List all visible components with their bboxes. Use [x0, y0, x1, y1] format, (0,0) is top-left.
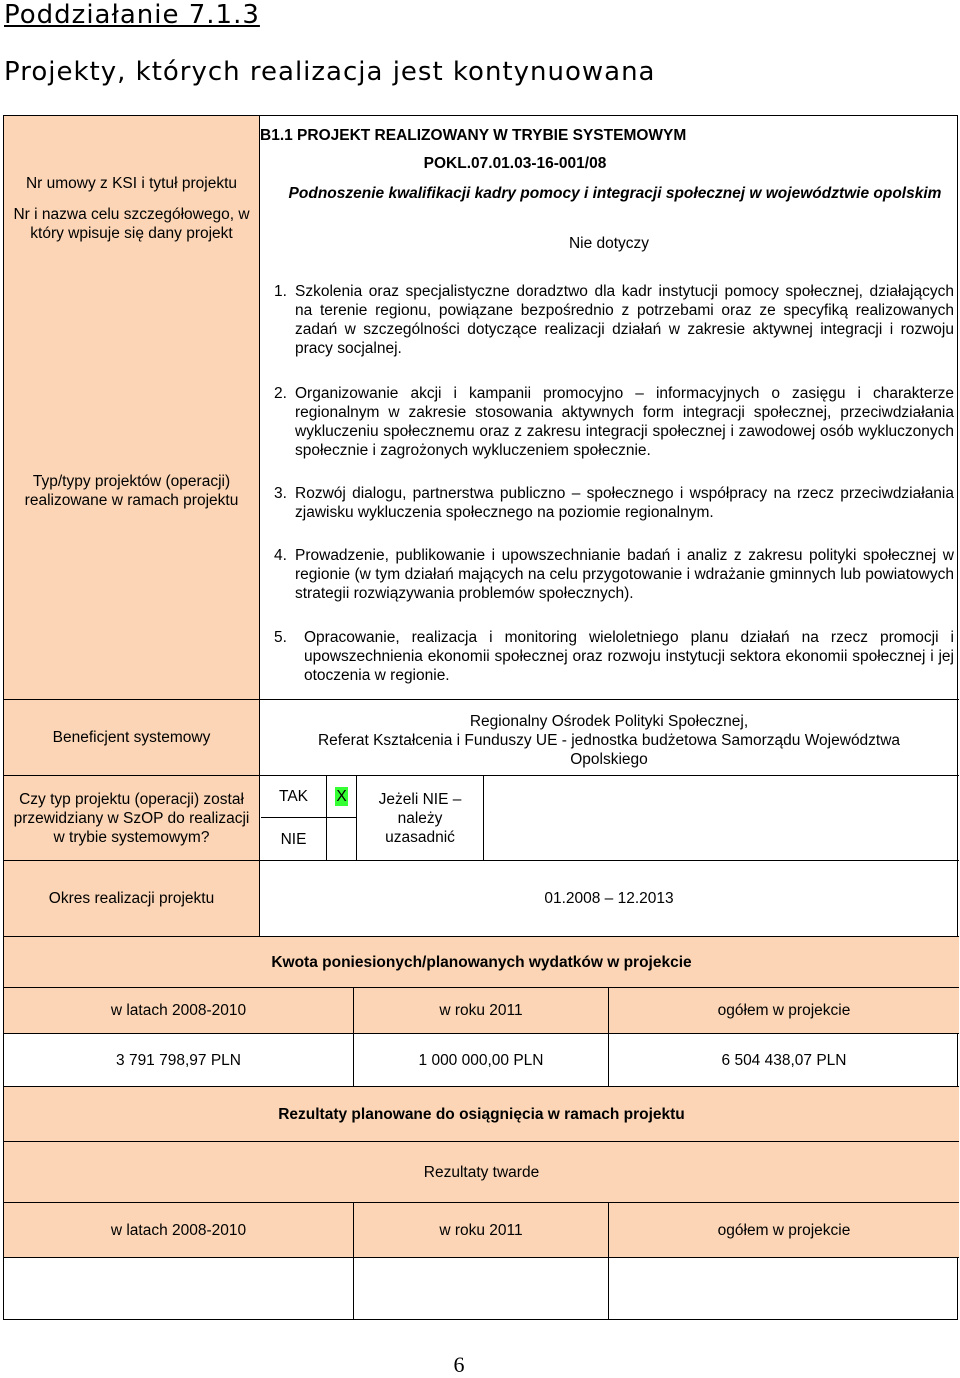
expenses-value-2: 1 000 000,00 PLN — [354, 1034, 609, 1086]
page-number: 6 — [453, 1352, 465, 1377]
option-yes-checkbox[interactable] — [327, 776, 357, 818]
label-systemic-question: Czy typ projektu (operacji) został przewidziany w SzOP do realizacji w trybie systemowym? — [4, 776, 260, 860]
option-no-label: NIE — [261, 818, 327, 860]
type-item-3: 3. Rozwój dialogu, partnerstwa publiczno – społecznego i współpracy na rzecz przeciwdziałania zjawisku wykluczenia społecznego na poziomie regionalnym. — [274, 485, 954, 521]
results-value-1[interactable] — [4, 1258, 354, 1319]
type-item-2: 2. Organizowanie akcji i kampanii promocyjno – informacyjnych o zasięgu i charakterze regionalnym w zakresie stosowania aktywnych form integracji społecznej, przeciwdziałania wykluczeniu społecznemu oraz z zakresu integracji społecznej i zawodowej osób wykluczonych społecznie i zagrożonych wykluczeniem społecznie. — [274, 385, 954, 459]
page-heading: Projekty, których realizacja jest kontynuowana — [4, 57, 656, 87]
subsection-title: Poddziałanie 7.1.3 — [4, 0, 260, 30]
check-mark-icon: X — [336, 788, 347, 805]
justify-value[interactable] — [485, 776, 959, 860]
label-contract: Nr umowy z KSI i tytuł projektu Nr i nazwa celu szczegółowego, w który wpisuje się dany projekt — [4, 116, 260, 282]
results-header-3: ogółem w projekcie — [609, 1203, 959, 1257]
justify-note: Jeżeli NIE – należy uzasadnić — [357, 776, 484, 860]
expenses-header-2: w roku 2011 — [354, 988, 609, 1033]
type-item-4: 4. Prowadzenie, publikowanie i upowszechnianie badań i analiz z zakresu polityki społecznej w regionie (w tym działań mających na celu przygotowanie i wdrażanie gminnych lub powiatowych strategii rozwiązywania problemów społecznych). — [274, 547, 954, 602]
project-header: B1.1 PROJEKT REALIZOWANY W TRYBIE SYSTEMOWYM — [260, 126, 687, 144]
type-item-5: 5. Opracowanie, realizacja i monitoring wieloletniego planu działań na rzecz promocji i upowszechnienia ekonomii społecznej oraz rozwoju instytucji sektora ekonomii społecznej i jej otoczenia w regionie. — [274, 629, 954, 684]
project-table — [3, 115, 958, 1320]
results-value-2[interactable] — [354, 1258, 609, 1319]
label-beneficiary: Beneficjent systemowy — [4, 700, 260, 775]
goal-value: Nie dotyczy — [568, 234, 650, 252]
expenses-value-3: 6 504 438,07 PLN — [721, 1051, 847, 1069]
label-period: Okres realizacji projektu — [4, 861, 260, 936]
project-number: POKL.07.01.03-16-001/08 — [423, 154, 607, 172]
expenses-header-3: ogółem w projekcie — [609, 988, 959, 1033]
results-header-2: w roku 2011 — [354, 1203, 609, 1257]
results-header-1: w latach 2008-2010 — [4, 1203, 354, 1257]
results-subtitle: Rezultaty twarde — [4, 1142, 959, 1202]
expenses-value-1: 3 791 798,97 PLN — [4, 1034, 354, 1086]
label-types: Typ/typy projektów (operacji) realizowane w ramach projektu — [4, 282, 260, 699]
results-title: Rezultaty planowane do osiągnięcia w ramach projektu — [4, 1087, 959, 1141]
beneficiary-value: Regionalny Ośrodek Polityki Społecznej, Referat Kształcenia i Funduszy UE - jednostka budżetowa Samorządu Województwa Opolskiego — [317, 712, 901, 768]
results-value-3[interactable] — [609, 1258, 959, 1319]
project-title: Podnoszenie kwalifikacji kadry pomocy i integracji społecznej w województwie opolskim — [288, 184, 942, 202]
type-item-1: 1. Szkolenia oraz specjalistyczne doradztwo dla kadr instytucji pomocy społecznej, działających na terenie regionu, powiązane bezpośrednio z potrzebami oraz ze specyfiką realizowanych zadań w szczególności dotyczące realizacji działań w zakresie aktywnej integracji i rozwoju pracy socjalnej. — [274, 283, 954, 357]
period-value: 01.2008 – 12.2013 — [544, 890, 674, 907]
expenses-title: Kwota poniesionych/planowanych wydatków w projekcie — [4, 937, 959, 987]
expenses-header-1: w latach 2008-2010 — [4, 988, 354, 1033]
option-no-checkbox[interactable] — [327, 818, 357, 860]
option-yes-label: TAK — [261, 776, 327, 818]
